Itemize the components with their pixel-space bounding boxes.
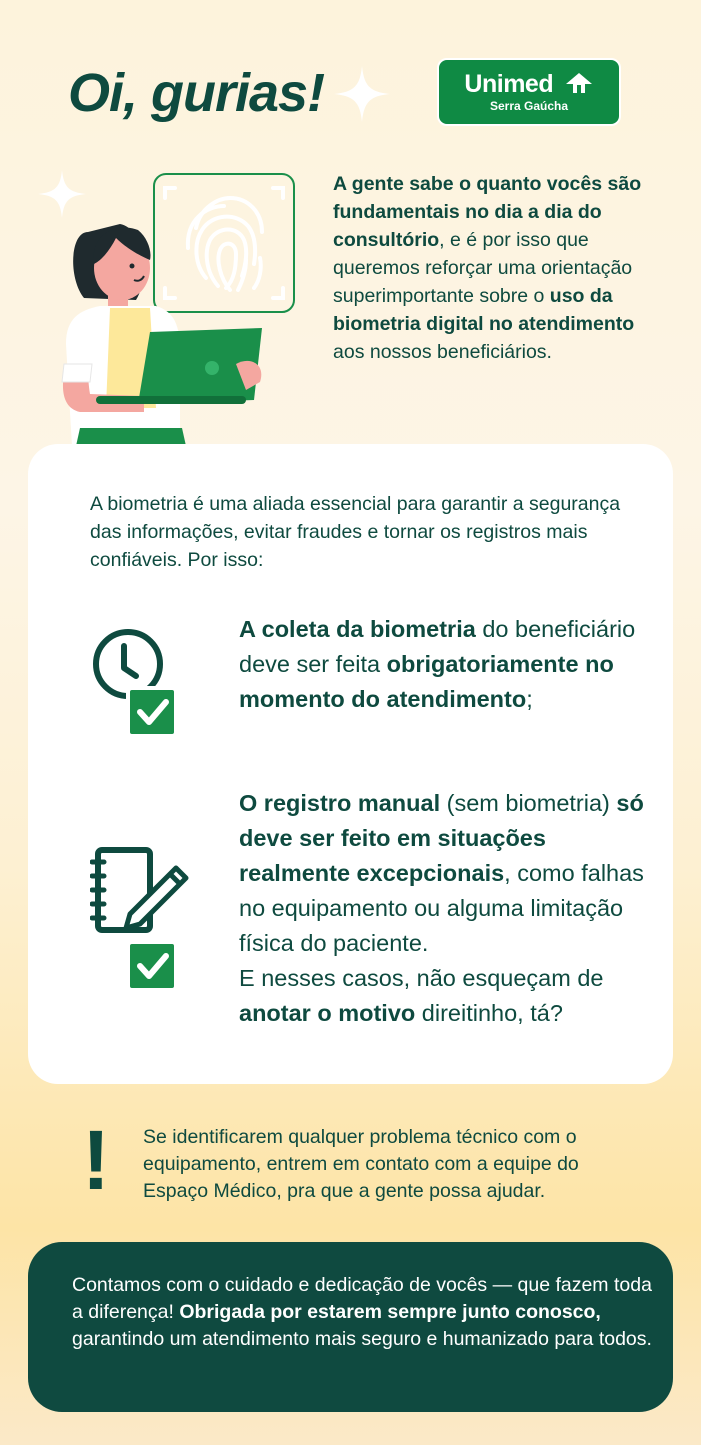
intro-text-2: , e é por isso que queremos reforçar uma orientação superimportante sobre o — [333, 229, 633, 307]
intro-paragraph — [333, 170, 663, 366]
intro-bold-3: uso da biometria digital no atendimento — [333, 285, 635, 335]
closing-text-1: Contamos com o cuidado e dedicação de vocês — que fazem toda a diferença! — [72, 1274, 652, 1323]
sparkle-icon — [334, 66, 390, 122]
closing-box — [28, 1242, 673, 1412]
doctor-illustration — [40, 168, 310, 446]
closing-text — [72, 1272, 652, 1353]
checkbox-checked-icon — [128, 688, 176, 736]
item2-text-4: direitinho, tá? — [415, 1000, 563, 1026]
item-manual-registry — [239, 786, 659, 1031]
item-biometry-collection — [239, 612, 659, 717]
unimed-mark-icon — [564, 72, 594, 94]
closing-text-2: garantindo um atendimento mais seguro e humanizado para todos. — [72, 1328, 652, 1350]
item1-text-2: ; — [526, 686, 533, 712]
exclamation-icon: ! — [82, 1113, 110, 1207]
card-intro: A biometria é uma aliada essencial para garantir a segurança das informações, evitar fraudes e tornar os registros mais confiáveis. Por isso: — [90, 493, 621, 571]
item2-text-3: E nesses casos, não esqueçam de — [239, 965, 604, 991]
logo-name: Unimed — [464, 70, 554, 98]
unimed-logo — [437, 58, 621, 126]
clock-icon — [90, 626, 182, 738]
item1-bold-2: obrigatoriamente no momento do atendimento — [239, 651, 614, 712]
item2-bold-2: só deve ser feito em situações realmente excepcionais — [239, 790, 644, 886]
page-title: Oi, gurias! — [68, 63, 325, 123]
checkbox-checked-icon — [128, 942, 176, 990]
item2-text-2: , como falhas no equipamento ou alguma limitação física do paciente. — [239, 860, 644, 956]
item2-text-1: (sem biometria) — [440, 790, 617, 816]
item1-text-1: do beneficiário deve ser feita — [239, 616, 636, 677]
notebook-pencil-icon — [90, 842, 190, 994]
closing-bold-1: Obrigada por estarem sempre junto conosco, — [179, 1301, 601, 1323]
item1-bold-1: A coleta da biometria — [239, 616, 476, 642]
item2-bold-3: anotar o motivo — [239, 1000, 416, 1026]
intro-bold-1: A gente sabe o quanto vocês são fundamentais no dia a dia do consultório — [333, 173, 642, 251]
logo-subtitle: Serra Gaúcha — [489, 99, 569, 113]
fingerprint-icon — [165, 188, 283, 298]
item2-bold-1: O registro manual — [239, 790, 441, 816]
intro-text-4: aos nossos beneficiários. — [333, 341, 552, 363]
biometry-card — [28, 444, 673, 1084]
alert-text: Se identificarem qualquer problema técnico com o equipamento, entrem em contato com a equipe do Espaço Médico, pra que a gente possa ajudar. — [143, 1126, 579, 1202]
